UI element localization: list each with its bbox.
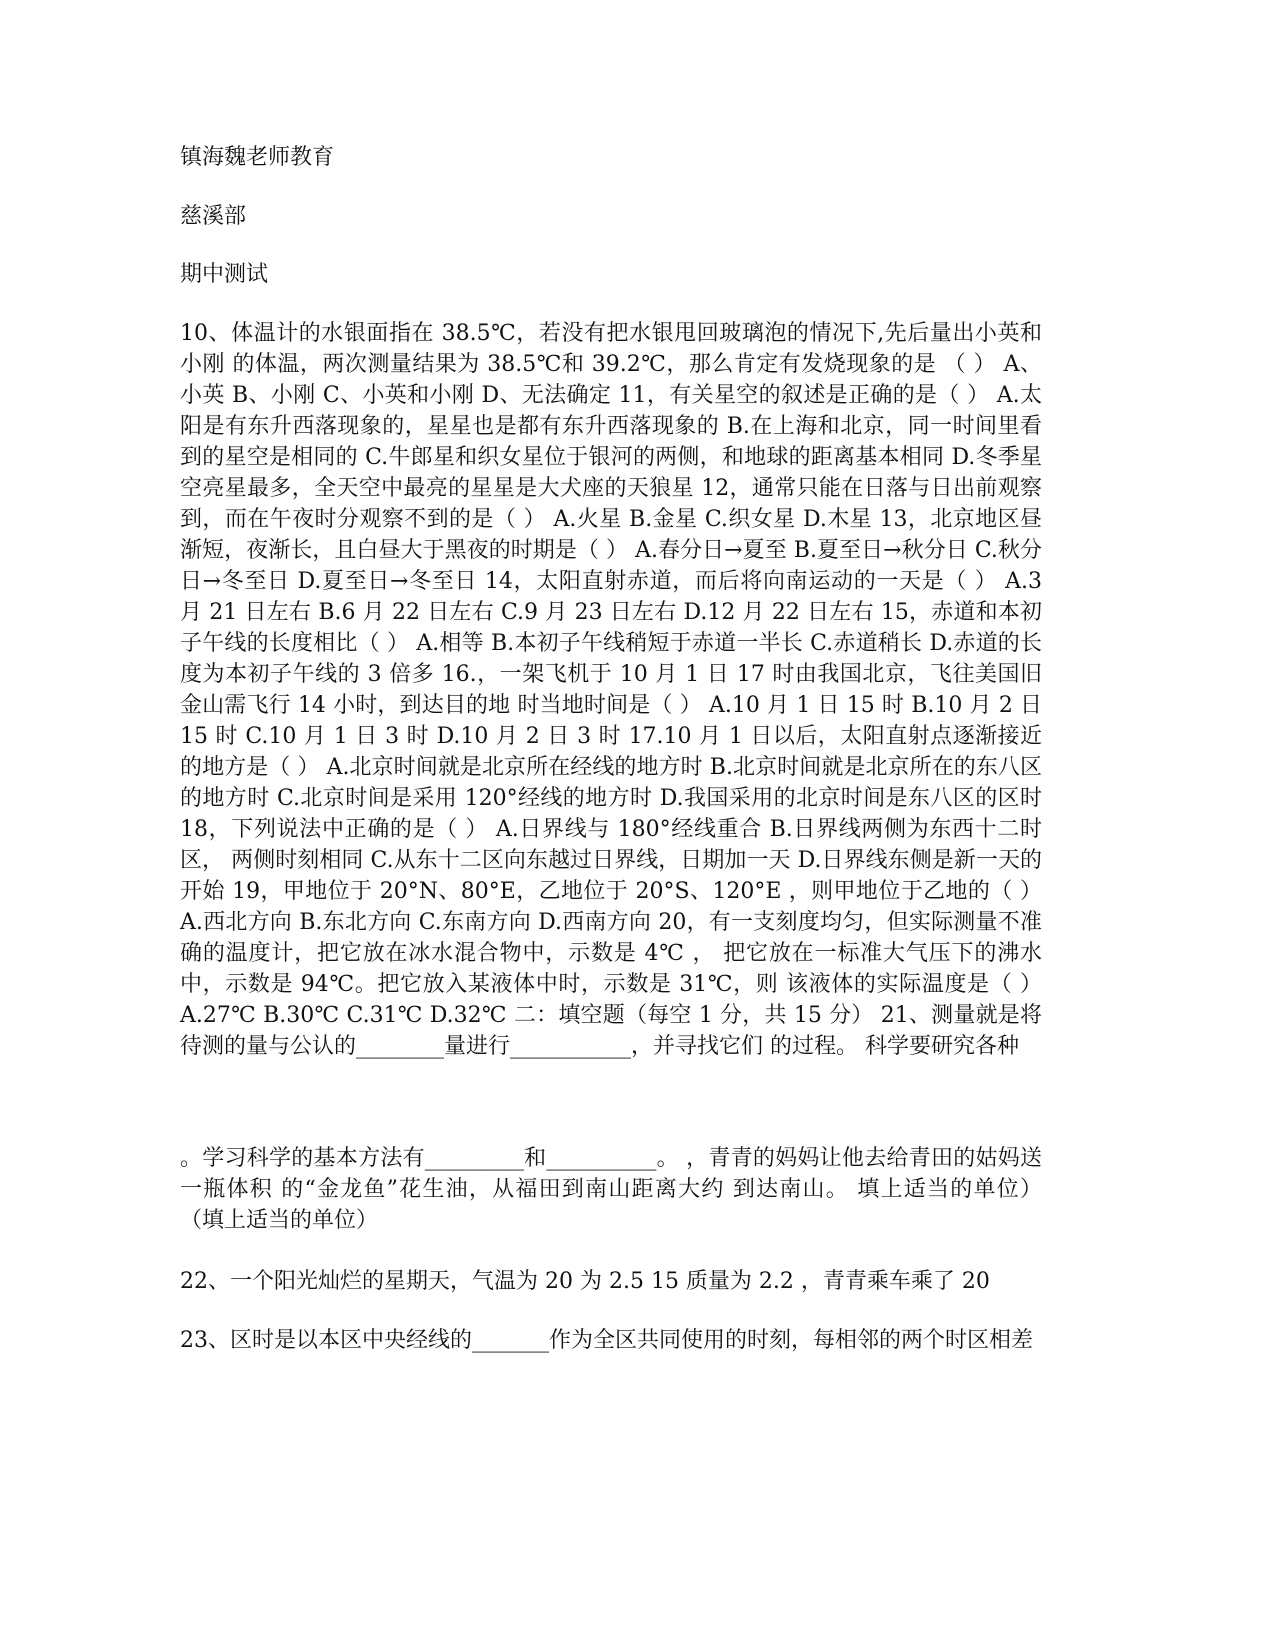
question-paragraph-22: 22、一个阳光灿烂的星期天，气温为 20 为 2.5 15 质量为 2.2 ，青青乘车乘了 20 — [180, 1269, 990, 1294]
header-line-3: 期中测试 — [180, 262, 269, 287]
header-line-1: 镇海魏老师教育 — [180, 145, 335, 170]
header-line-2: 慈溪部 — [180, 204, 247, 229]
question-paragraph-main: 10、体温计的水银面指在 38.5℃，若没有把水银甩回玻璃泡的情况下,先后量出小英和小刚 的体温，两次测量结果为 38.5℃和 39.2℃，那么肯定有发烧现象的是 （ ） A、小英 B、小刚 C、小英和小刚 D、无法确定 11，有关星空的叙述是正确的是（ ） A.太阳是有东升西落现象的，星星也是都有东升西落现象的 B.在上海和北京，同一时间里看到的星空是相同的 C.牛郎星和织女星位于银河的两侧，和地球的距离基本相同 D.冬季星空亮星最多，全天空中最亮的星星是大犬座的天狼星 12，通常只能在日落与日出前观察到，而在午夜时分观察不到的是（ ） A.火星 B.金星 C.织女星 D.木星 13，北京地区昼渐短，夜渐长，且白昼大于黑夜的时期是（ ） A.春分日→夏至 B.夏至日→秋分日 C.秋分日→冬至日 D.夏至日→冬至日 14，太阳直射赤道，而后将向南运动的一天是（ ） A.3 月 21 日左右 B.6 月 22 日左右 C.9 月 23 日左右 D.12 月 22 日左右 15，赤道和本初子午线的长度相比（ ） A.相等 B.本初子午线稍短于赤道一半长 C.赤道稍长 D.赤道的长度为本初子午线的 3 倍多 16.，一架飞机于 10 月 1 日 17 时由我国北京，飞往美国旧金山需飞行 14 小时，到达目的地 时当地时间是（ ） A.10 月 1 日 15 时 B.10 月 2 日 15 时 C.10 月 1 日 3 时 D.10 月 2 日 3 时 17.10 月 1 日以后，太阳直射点逐渐接近的地方是（ ） A.北京时间就是北京所在经线的地方时 B.北京时间就是北京所在的东八区的地方时 C.北京时间是采用 120°经线的地方时 D.我国采用的北京时间是东八区的区时 18，下列说法中正确的是（ ） A.日界线与 180°经线重合 B.日界线两侧为东西十二时区， 两侧时刻相同 C.从东十二区向东越过日界线，日期加一天 D.日界线东侧是新一天的开始 19，甲地位于 20°N、80°E，乙地位于 20°S、120°E ，则甲地位于乙地的（ ） A.西北方向 B.东北方向 C.东南方向 D.西南方向 20，有一支刻度均匀，但实际测量不准确的温度计，把它放在冰水混合物中，示数是 4℃ ， 把它放在一标准大气压下的沸水中，示数是 94℃。把它放入某液体中时，示数是 31℃，则 该液体的实际温度是（ ） A.27℃ B.30℃ C.31℃ D.32℃ 二：填空题（每空 1 分，共 15 分） 21、测量就是将待测的量与公认的________量进行___________，并寻找它们 的过程。 科学要研究各种 — [180, 321, 1042, 1059]
question-paragraph-23: 23、区时是以本区中央经线的_______作为全区共同使用的时刻，每相邻的两个时区相差 — [180, 1328, 1033, 1353]
question-paragraph-21b: 。学习科学的基本方法有_________和__________。 ，青青的妈妈让他去给青田的姑妈送一瓶体积 的“金龙鱼”花生油，从福田到南山距离大约 到达南山。 填上适当的单位） （填上适当的单位） — [180, 1146, 1042, 1233]
